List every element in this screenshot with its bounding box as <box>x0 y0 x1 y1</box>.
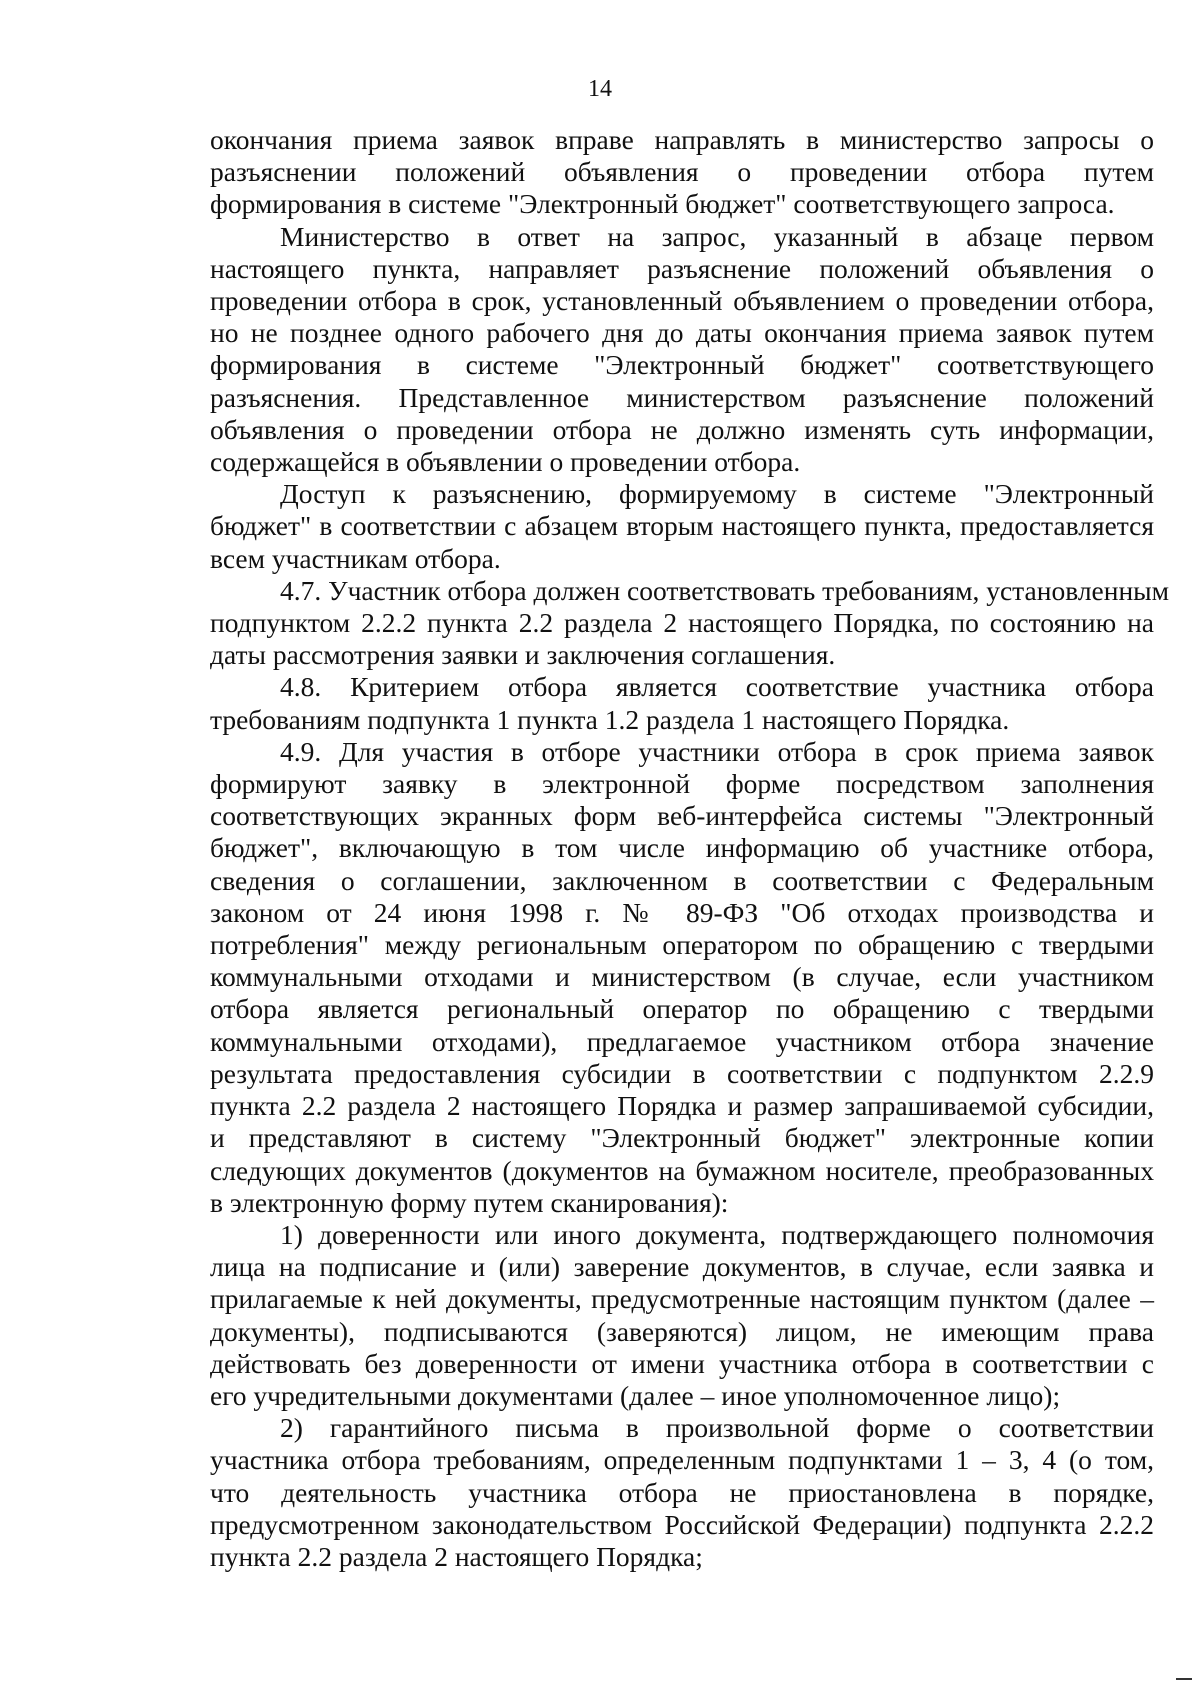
text-line: предусмотренном законодательством Российской Федерации) подпункта 2.2.2 <box>210 1508 1154 1540</box>
text-line: 4.8. Критерием отбора является соответствие участника отбора <box>280 671 1154 703</box>
text-line: Министерство в ответ на запрос, указанный в абзаце первом <box>280 220 1154 252</box>
text-line: объявления о проведении отбора не должно изменять суть информации, <box>210 413 1154 445</box>
text-line: разъяснении положений объявления о проведении отбора путем <box>210 156 1154 188</box>
text-line: пункта 2.2 раздела 2 настоящего Порядка и размер запрашиваемой субсидии, <box>210 1090 1154 1122</box>
paragraph <box>210 478 1154 575</box>
text-line: результата предоставления субсидии в соответствии с подпунктом 2.2.9 <box>210 1057 1154 1089</box>
paragraph <box>210 671 1154 735</box>
text-line: формирования в системе "Электронный бюджет" соответствующего запроса. <box>210 188 1115 220</box>
text-line: соответствующих экранных форм веб-интерфейса системы "Электронный <box>210 800 1154 832</box>
paragraph <box>210 1412 1154 1573</box>
paragraph <box>210 736 1154 1219</box>
text-line: коммунальными отходами), предлагаемое участником отбора значение <box>210 1025 1154 1057</box>
text-line: участника отбора требованиям, определенным подпунктами 1 – 3, 4 (о том, <box>210 1444 1154 1476</box>
text-line: законом от 24 июня 1998 г. № 89-ФЗ "Об отходах производства и <box>210 896 1154 928</box>
text-line: пункта 2.2 раздела 2 настоящего Порядка; <box>210 1540 703 1572</box>
text-line: даты рассмотрения заявки и заключения соглашения. <box>210 639 836 671</box>
text-line: окончания приема заявок вправе направлять в министерство запросы о <box>210 124 1154 155</box>
text-line: лица на подписание и (или) заверение документов, в случае, если заявка и <box>210 1251 1154 1283</box>
text-line: но не позднее одного рабочего дня до даты окончания приема заявок путем <box>210 317 1154 349</box>
paragraph <box>210 574 1170 672</box>
text-line: сведения о соглашении, заключенном в соответствии с Федеральным <box>210 864 1154 896</box>
scan-edge-mark <box>1176 1678 1192 1680</box>
text-line: Доступ к разъяснению, формируемому в системе "Электронный <box>280 478 1154 510</box>
text-line: 4.9. Для участия в отборе участники отбора в срок приема заявок <box>280 735 1154 767</box>
text-line: формирования в системе "Электронный бюджет" соответствующего <box>210 349 1154 381</box>
paragraph <box>210 124 1154 221</box>
text-line: потребления" между региональным оператором по обращению с твердыми <box>210 929 1154 961</box>
text-line: формируют заявку в электронной форме посредством заполнения <box>210 768 1154 800</box>
text-line: разъяснения. Представленное министерством разъяснение положений <box>210 381 1154 413</box>
text-line: настоящего пункта, направляет разъяснение положений объявления о <box>210 252 1154 284</box>
paragraph <box>210 221 1154 479</box>
text-line: бюджет", включающую в том числе информацию об участнике отбора, <box>210 832 1154 864</box>
text-line: действовать без доверенности от имени участника отбора в соответствии с <box>210 1347 1154 1379</box>
text-line: 4.7. Участник отбора должен соответствовать требованиям, установленным <box>280 574 1170 606</box>
text-line: коммунальными отходами и министерством (в случае, если участником <box>210 961 1154 993</box>
text-line: содержащейся в объявлении о проведении отбора. <box>210 446 801 478</box>
text-line: требованиям подпункта 1 пункта 1.2 раздела 1 настоящего Порядка. <box>210 703 1010 735</box>
document-body <box>210 124 1170 1573</box>
paragraph <box>210 1219 1154 1412</box>
text-line: подпунктом 2.2.2 пункта 2.2 раздела 2 настоящего Порядка, по состоянию на <box>210 607 1154 639</box>
text-line: отбора является региональный оператор по обращению с твердыми <box>210 993 1154 1025</box>
page-number: 14 <box>588 76 612 102</box>
text-line: бюджет" в соответствии с абзацем вторым настоящего пункта, предоставляется <box>210 510 1154 542</box>
text-line: его учредительными документами (далее – иное уполномоченное лицо); <box>210 1379 1061 1411</box>
text-line: 1) доверенности или иного документа, подтверждающего полномочия <box>280 1218 1154 1250</box>
text-line: что деятельность участника отбора не приостановлена в порядке, <box>210 1476 1154 1508</box>
text-line: документы), подписываются (заверяются) лицом, не имеющим права <box>210 1315 1154 1347</box>
text-line: и представляют в систему "Электронный бюджет" электронные копии <box>210 1122 1154 1154</box>
text-line: проведении отбора в срок, установленный объявлением о проведении отбора, <box>210 285 1154 317</box>
text-line: в электронную форму путем сканирования): <box>210 1186 729 1218</box>
text-line: всем участникам отбора. <box>210 542 501 574</box>
text-line: следующих документов (документов на бумажном носителе, преобразованных <box>210 1154 1154 1186</box>
text-line: 2) гарантийного письма в произвольной форме о соответствии <box>280 1412 1154 1444</box>
text-line: прилагаемые к ней документы, предусмотренные настоящим пунктом (далее – <box>210 1283 1154 1315</box>
